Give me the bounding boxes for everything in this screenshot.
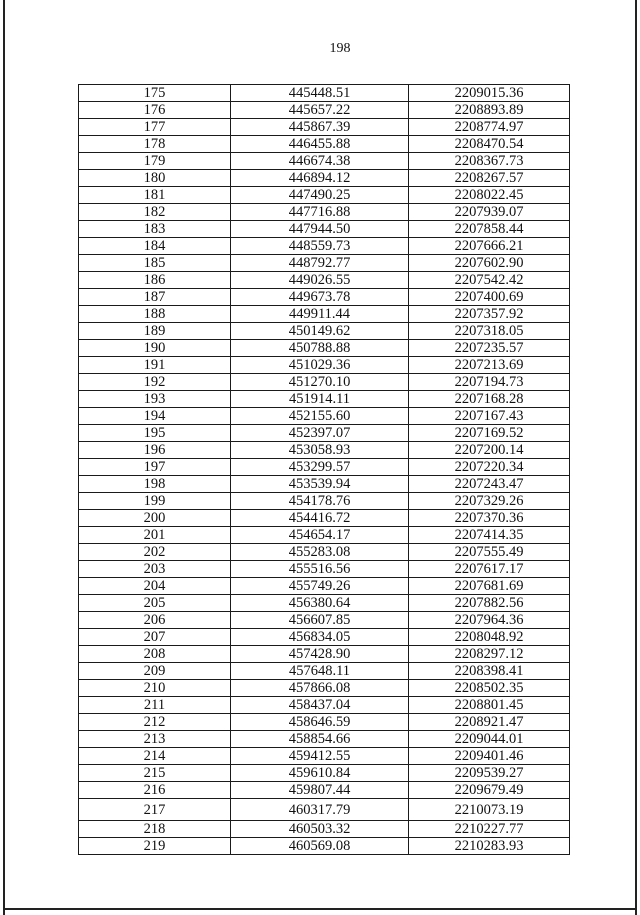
point-number-cell: 182 <box>79 204 231 221</box>
point-number-cell: 205 <box>79 595 231 612</box>
table-row <box>79 204 570 221</box>
table-row <box>79 629 570 646</box>
point-number-cell: 209 <box>79 663 231 680</box>
point-number-cell: 188 <box>79 306 231 323</box>
x-coordinate-cell: 447490.25 <box>231 187 409 204</box>
page-border-bottom <box>3 908 637 910</box>
y-coordinate-cell: 2207194.73 <box>409 374 570 391</box>
x-coordinate-cell: 453539.94 <box>231 476 409 493</box>
y-coordinate-cell: 2207939.07 <box>409 204 570 221</box>
point-number-cell: 215 <box>79 765 231 782</box>
x-coordinate-cell: 456380.64 <box>231 595 409 612</box>
x-coordinate-cell: 446894.12 <box>231 170 409 187</box>
table-row <box>79 391 570 408</box>
point-number-cell: 183 <box>79 221 231 238</box>
y-coordinate-cell: 2208267.57 <box>409 170 570 187</box>
x-coordinate-cell: 450149.62 <box>231 323 409 340</box>
point-number-cell: 184 <box>79 238 231 255</box>
point-number-cell: 208 <box>79 646 231 663</box>
point-number-cell: 200 <box>79 510 231 527</box>
x-coordinate-cell: 460569.08 <box>231 838 409 855</box>
y-coordinate-cell: 2208398.41 <box>409 663 570 680</box>
x-coordinate-cell: 451029.36 <box>231 357 409 374</box>
y-coordinate-cell: 2207167.43 <box>409 408 570 425</box>
y-coordinate-cell: 2207213.69 <box>409 357 570 374</box>
y-coordinate-cell: 2208893.89 <box>409 102 570 119</box>
point-number-cell: 219 <box>79 838 231 855</box>
x-coordinate-cell: 452155.60 <box>231 408 409 425</box>
y-coordinate-cell: 2207858.44 <box>409 221 570 238</box>
x-coordinate-cell: 452397.07 <box>231 425 409 442</box>
point-number-cell: 213 <box>79 731 231 748</box>
y-coordinate-cell: 2207220.34 <box>409 459 570 476</box>
y-coordinate-cell: 2208367.73 <box>409 153 570 170</box>
point-number-cell: 212 <box>79 714 231 731</box>
table-row <box>79 646 570 663</box>
x-coordinate-cell: 445448.51 <box>231 85 409 102</box>
table-row <box>79 408 570 425</box>
point-number-cell: 218 <box>79 821 231 838</box>
table-row <box>79 799 570 821</box>
table-row <box>79 340 570 357</box>
y-coordinate-cell: 2207318.05 <box>409 323 570 340</box>
y-coordinate-cell: 2207882.56 <box>409 595 570 612</box>
x-coordinate-cell: 449911.44 <box>231 306 409 323</box>
table-row <box>79 663 570 680</box>
x-coordinate-cell: 458854.66 <box>231 731 409 748</box>
table-row <box>79 442 570 459</box>
point-number-cell: 187 <box>79 289 231 306</box>
y-coordinate-cell: 2210227.77 <box>409 821 570 838</box>
table-row <box>79 187 570 204</box>
x-coordinate-cell: 453299.57 <box>231 459 409 476</box>
point-number-cell: 190 <box>79 340 231 357</box>
table-row <box>79 821 570 838</box>
point-number-cell: 202 <box>79 544 231 561</box>
x-coordinate-cell: 457428.90 <box>231 646 409 663</box>
point-number-cell: 201 <box>79 527 231 544</box>
x-coordinate-cell: 447716.88 <box>231 204 409 221</box>
x-coordinate-cell: 455516.56 <box>231 561 409 578</box>
point-number-cell: 211 <box>79 697 231 714</box>
point-number-cell: 175 <box>79 85 231 102</box>
table-row <box>79 578 570 595</box>
coordinates-table <box>78 84 570 855</box>
x-coordinate-cell: 454416.72 <box>231 510 409 527</box>
y-coordinate-cell: 2207414.35 <box>409 527 570 544</box>
y-coordinate-cell: 2210073.19 <box>409 799 570 821</box>
y-coordinate-cell: 2207555.49 <box>409 544 570 561</box>
point-number-cell: 192 <box>79 374 231 391</box>
table-row <box>79 221 570 238</box>
y-coordinate-cell: 2207617.17 <box>409 561 570 578</box>
y-coordinate-cell: 2207542.42 <box>409 272 570 289</box>
y-coordinate-cell: 2207200.14 <box>409 442 570 459</box>
y-coordinate-cell: 2207666.21 <box>409 238 570 255</box>
table-row <box>79 731 570 748</box>
point-number-cell: 197 <box>79 459 231 476</box>
y-coordinate-cell: 2207169.52 <box>409 425 570 442</box>
point-number-cell: 193 <box>79 391 231 408</box>
y-coordinate-cell: 2207370.36 <box>409 510 570 527</box>
point-number-cell: 204 <box>79 578 231 595</box>
y-coordinate-cell: 2208774.97 <box>409 119 570 136</box>
point-number-cell: 196 <box>79 442 231 459</box>
table-row <box>79 595 570 612</box>
y-coordinate-cell: 2208048.92 <box>409 629 570 646</box>
x-coordinate-cell: 451270.10 <box>231 374 409 391</box>
y-coordinate-cell: 2208921.47 <box>409 714 570 731</box>
x-coordinate-cell: 446674.38 <box>231 153 409 170</box>
x-coordinate-cell: 446455.88 <box>231 136 409 153</box>
table-row <box>79 153 570 170</box>
x-coordinate-cell: 450788.88 <box>231 340 409 357</box>
y-coordinate-cell: 2207168.28 <box>409 391 570 408</box>
y-coordinate-cell: 2207400.69 <box>409 289 570 306</box>
y-coordinate-cell: 2207235.57 <box>409 340 570 357</box>
table-row <box>79 459 570 476</box>
table-row <box>79 612 570 629</box>
table-row <box>79 136 570 153</box>
point-number-cell: 180 <box>79 170 231 187</box>
point-number-cell: 194 <box>79 408 231 425</box>
table-row <box>79 697 570 714</box>
page-border-left <box>3 0 5 915</box>
x-coordinate-cell: 451914.11 <box>231 391 409 408</box>
table-row <box>79 838 570 855</box>
coordinates-table-body <box>79 85 570 855</box>
point-number-cell: 217 <box>79 799 231 821</box>
x-coordinate-cell: 449026.55 <box>231 272 409 289</box>
y-coordinate-cell: 2208801.45 <box>409 697 570 714</box>
x-coordinate-cell: 453058.93 <box>231 442 409 459</box>
y-coordinate-cell: 2210283.93 <box>409 838 570 855</box>
y-coordinate-cell: 2207243.47 <box>409 476 570 493</box>
table-row <box>79 748 570 765</box>
point-number-cell: 216 <box>79 782 231 799</box>
y-coordinate-cell: 2208470.54 <box>409 136 570 153</box>
table-row <box>79 289 570 306</box>
table-row <box>79 544 570 561</box>
page-number: 198 <box>329 41 351 56</box>
point-number-cell: 181 <box>79 187 231 204</box>
point-number-cell: 214 <box>79 748 231 765</box>
y-coordinate-cell: 2207329.26 <box>409 493 570 510</box>
table-row <box>79 425 570 442</box>
x-coordinate-cell: 459412.55 <box>231 748 409 765</box>
table-row <box>79 85 570 102</box>
x-coordinate-cell: 459610.84 <box>231 765 409 782</box>
point-number-cell: 206 <box>79 612 231 629</box>
y-coordinate-cell: 2207602.90 <box>409 255 570 272</box>
point-number-cell: 186 <box>79 272 231 289</box>
x-coordinate-cell: 457866.08 <box>231 680 409 697</box>
table-row <box>79 765 570 782</box>
x-coordinate-cell: 445657.22 <box>231 102 409 119</box>
table-row <box>79 306 570 323</box>
x-coordinate-cell: 454654.17 <box>231 527 409 544</box>
x-coordinate-cell: 460317.79 <box>231 799 409 821</box>
x-coordinate-cell: 448792.77 <box>231 255 409 272</box>
x-coordinate-cell: 457648.11 <box>231 663 409 680</box>
table-row <box>79 476 570 493</box>
y-coordinate-cell: 2209539.27 <box>409 765 570 782</box>
table-row <box>79 170 570 187</box>
table-row <box>79 255 570 272</box>
point-number-cell: 178 <box>79 136 231 153</box>
table-row <box>79 493 570 510</box>
x-coordinate-cell: 459807.44 <box>231 782 409 799</box>
y-coordinate-cell: 2208297.12 <box>409 646 570 663</box>
table-row <box>79 357 570 374</box>
x-coordinate-cell: 458437.04 <box>231 697 409 714</box>
point-number-cell: 185 <box>79 255 231 272</box>
table-row <box>79 238 570 255</box>
point-number-cell: 210 <box>79 680 231 697</box>
table-row <box>79 527 570 544</box>
table-row <box>79 374 570 391</box>
point-number-cell: 177 <box>79 119 231 136</box>
point-number-cell: 203 <box>79 561 231 578</box>
y-coordinate-cell: 2207681.69 <box>409 578 570 595</box>
table-row <box>79 323 570 340</box>
page-border-right <box>635 0 637 915</box>
x-coordinate-cell: 456834.05 <box>231 629 409 646</box>
y-coordinate-cell: 2209679.49 <box>409 782 570 799</box>
x-coordinate-cell: 447944.50 <box>231 221 409 238</box>
y-coordinate-cell: 2207964.36 <box>409 612 570 629</box>
table-row <box>79 782 570 799</box>
x-coordinate-cell: 458646.59 <box>231 714 409 731</box>
y-coordinate-cell: 2209044.01 <box>409 731 570 748</box>
y-coordinate-cell: 2208022.45 <box>409 187 570 204</box>
y-coordinate-cell: 2207357.92 <box>409 306 570 323</box>
table-row <box>79 102 570 119</box>
point-number-cell: 195 <box>79 425 231 442</box>
point-number-cell: 179 <box>79 153 231 170</box>
table-row <box>79 680 570 697</box>
table-row <box>79 272 570 289</box>
x-coordinate-cell: 455283.08 <box>231 544 409 561</box>
table-row <box>79 119 570 136</box>
point-number-cell: 198 <box>79 476 231 493</box>
x-coordinate-cell: 454178.76 <box>231 493 409 510</box>
y-coordinate-cell: 2208502.35 <box>409 680 570 697</box>
table-row <box>79 561 570 578</box>
x-coordinate-cell: 449673.78 <box>231 289 409 306</box>
x-coordinate-cell: 460503.32 <box>231 821 409 838</box>
point-number-cell: 176 <box>79 102 231 119</box>
point-number-cell: 189 <box>79 323 231 340</box>
y-coordinate-cell: 2209401.46 <box>409 748 570 765</box>
x-coordinate-cell: 445867.39 <box>231 119 409 136</box>
y-coordinate-cell: 2209015.36 <box>409 85 570 102</box>
table-row <box>79 510 570 527</box>
x-coordinate-cell: 456607.85 <box>231 612 409 629</box>
x-coordinate-cell: 448559.73 <box>231 238 409 255</box>
point-number-cell: 207 <box>79 629 231 646</box>
point-number-cell: 199 <box>79 493 231 510</box>
x-coordinate-cell: 455749.26 <box>231 578 409 595</box>
table-row <box>79 714 570 731</box>
point-number-cell: 191 <box>79 357 231 374</box>
